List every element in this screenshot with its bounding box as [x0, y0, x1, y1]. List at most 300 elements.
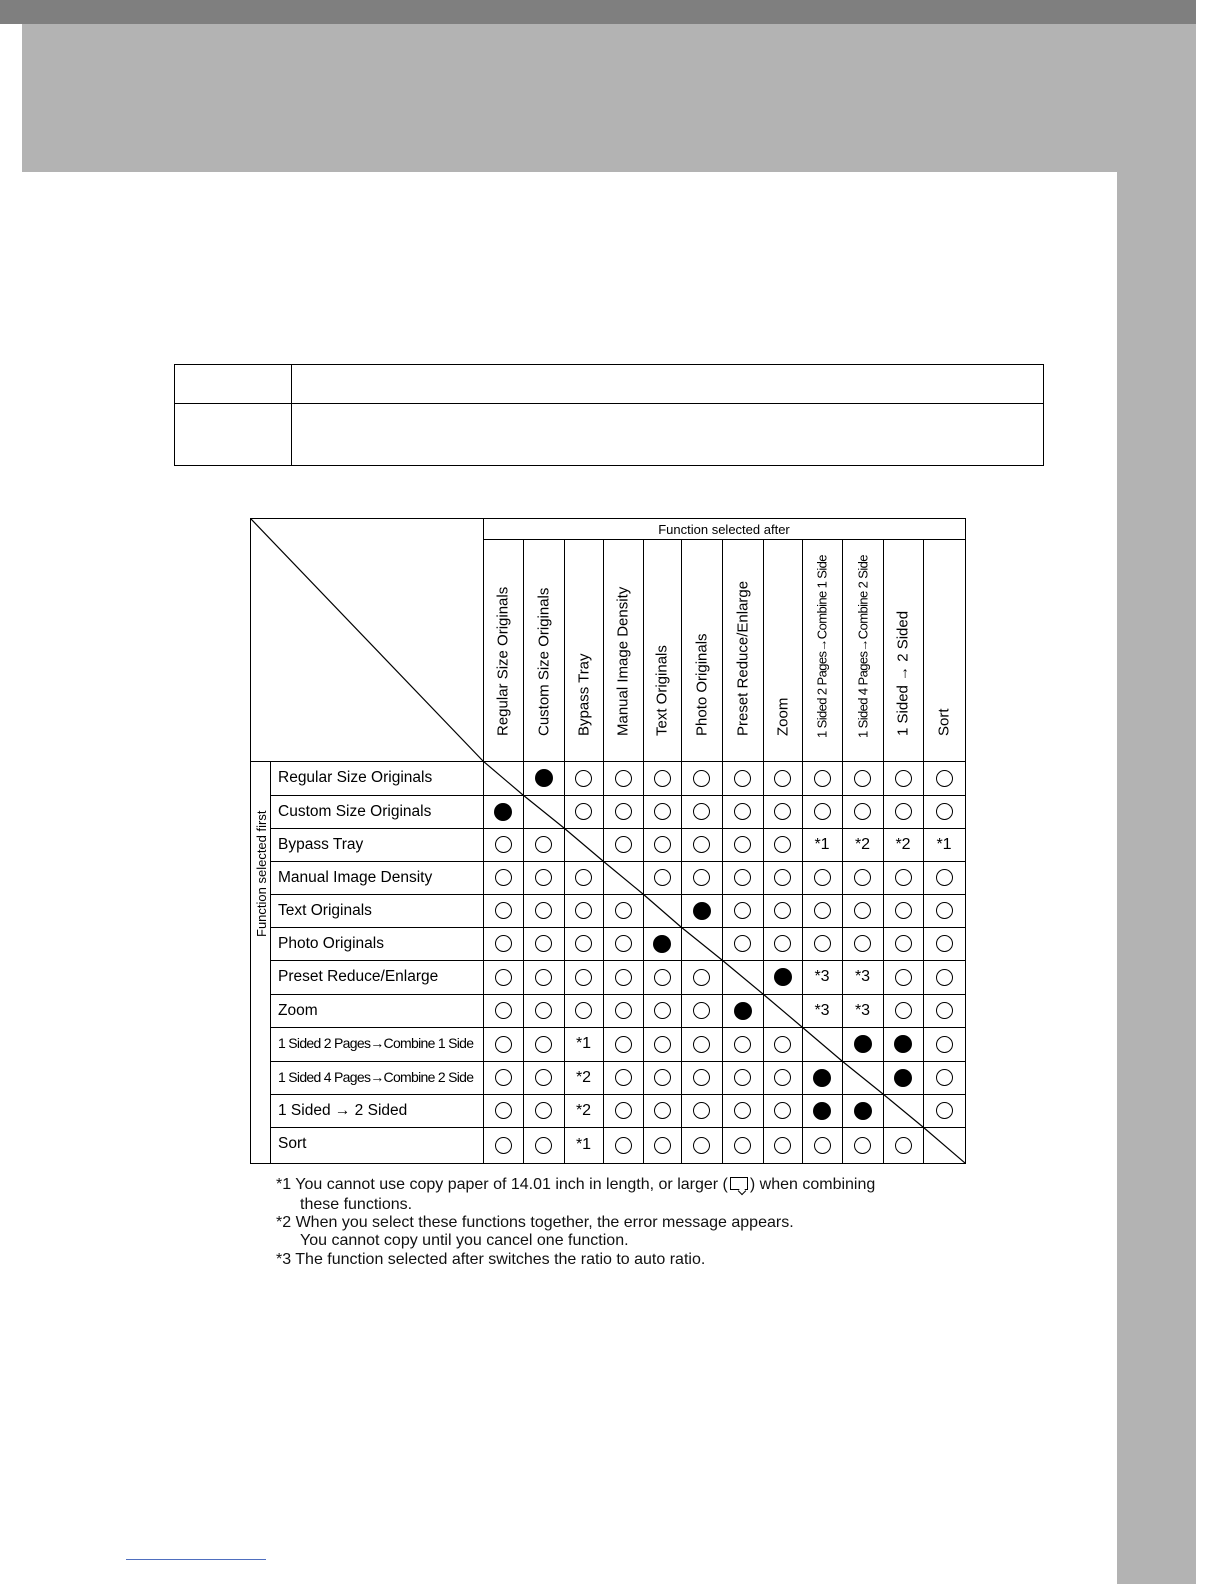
open-circle-cell	[722, 1027, 763, 1061]
open-circle-cell	[603, 1027, 643, 1061]
open-circle-icon	[814, 869, 831, 886]
open-circle-cell	[802, 1127, 842, 1163]
open-circle-cell	[842, 894, 883, 927]
open-circle-icon	[654, 1036, 671, 1053]
filled-circle-icon	[813, 1102, 831, 1120]
footnote-ref-cell	[923, 828, 965, 861]
same-function-diagonal	[842, 1061, 883, 1094]
open-circle-cell	[883, 861, 923, 894]
open-circle-icon	[774, 902, 791, 919]
open-circle-icon	[535, 836, 552, 853]
footnote-ref-cell	[564, 1061, 603, 1094]
open-circle-icon	[535, 869, 552, 886]
open-circle-icon	[535, 1002, 552, 1019]
open-circle-icon	[936, 902, 953, 919]
open-circle-icon	[575, 969, 592, 986]
open-circle-icon	[575, 935, 592, 952]
open-circle-cell	[923, 1027, 965, 1061]
open-circle-icon	[854, 869, 871, 886]
open-circle-cell	[883, 960, 923, 994]
same-function-diagonal	[483, 761, 523, 795]
open-circle-cell	[603, 1094, 643, 1127]
open-circle-cell	[802, 761, 842, 795]
open-circle-cell	[763, 861, 802, 894]
open-circle-icon	[654, 770, 671, 787]
filled-circle-cell	[802, 1094, 842, 1127]
open-circle-cell	[564, 861, 603, 894]
open-circle-icon	[495, 869, 512, 886]
column-header	[722, 539, 763, 761]
same-function-diagonal	[802, 1027, 842, 1061]
function-selected-after-header: Function selected after	[658, 522, 790, 537]
open-circle-cell	[603, 795, 643, 828]
row-label: Photo Originals	[278, 935, 384, 952]
empty-table-row-divider	[175, 403, 1043, 404]
open-circle-cell	[681, 828, 722, 861]
open-circle-icon	[854, 1137, 871, 1154]
open-circle-cell	[564, 960, 603, 994]
open-circle-icon	[495, 1036, 512, 1053]
open-circle-icon	[535, 902, 552, 919]
open-circle-icon	[734, 935, 751, 952]
open-circle-cell	[883, 994, 923, 1027]
open-circle-cell	[564, 994, 603, 1027]
open-circle-cell	[923, 761, 965, 795]
open-circle-cell	[603, 960, 643, 994]
filled-circle-cell	[643, 927, 681, 960]
footnote-ref-cell	[842, 994, 883, 1027]
open-circle-cell	[923, 861, 965, 894]
open-circle-icon	[693, 803, 710, 820]
open-circle-icon	[734, 770, 751, 787]
same-function-diagonal	[722, 960, 763, 994]
open-circle-cell	[483, 861, 523, 894]
open-circle-icon	[654, 869, 671, 886]
empty-heading-table	[174, 364, 1044, 466]
row-label: Zoom	[278, 1002, 318, 1019]
open-circle-icon	[895, 935, 912, 952]
top-dark-bar	[0, 0, 1196, 24]
column-header-label: Zoom	[774, 697, 791, 736]
open-circle-icon	[654, 1137, 671, 1154]
footnote-1-line-2: these functions.	[300, 1196, 413, 1213]
column-header-label: 1 Sided 4 Pages→Combine 2 Side	[855, 555, 870, 738]
same-function-diagonal	[523, 795, 564, 828]
filled-circle-icon	[813, 1069, 831, 1087]
open-circle-icon	[814, 803, 831, 820]
open-circle-icon	[575, 770, 592, 787]
open-circle-cell	[842, 927, 883, 960]
footnote-ref: *2	[575, 1068, 592, 1086]
footnote-ref: *3	[814, 1001, 830, 1019]
open-circle-cell	[564, 761, 603, 795]
open-circle-icon	[575, 803, 592, 820]
open-circle-cell	[523, 960, 564, 994]
open-circle-cell	[681, 960, 722, 994]
column-header-label: Manual Image Density	[614, 586, 632, 736]
footnote-ref: *2	[854, 835, 871, 853]
open-circle-cell	[763, 828, 802, 861]
open-circle-icon	[693, 869, 710, 886]
filled-circle-cell	[763, 960, 802, 994]
open-circle-cell	[923, 994, 965, 1027]
footnote-ref: *3	[854, 1001, 871, 1019]
open-circle-icon	[615, 1137, 632, 1154]
footnote-ref-cell	[564, 1027, 603, 1061]
open-circle-cell	[483, 927, 523, 960]
footnote-ref: *2	[575, 1101, 592, 1119]
open-circle-cell	[523, 861, 564, 894]
column-header-label: 1 Sided → 2 Sided	[894, 610, 912, 736]
open-circle-icon	[693, 969, 710, 986]
open-circle-cell	[763, 795, 802, 828]
open-circle-cell	[523, 994, 564, 1027]
footnote-ref-cell	[802, 960, 842, 994]
open-circle-icon	[774, 1102, 791, 1119]
footnote-ref: *3	[814, 968, 830, 985]
open-circle-cell	[763, 894, 802, 927]
open-circle-icon	[895, 803, 912, 820]
open-circle-icon	[535, 1137, 552, 1154]
open-circle-cell	[681, 1127, 722, 1163]
footnote-ref: *1	[936, 835, 952, 853]
open-circle-icon	[734, 1069, 751, 1086]
open-circle-cell	[883, 894, 923, 927]
row-label: 1 Sided 4 Pages→Combine 2 Side	[278, 1069, 474, 1085]
open-circle-icon	[495, 935, 512, 952]
open-circle-cell	[603, 894, 643, 927]
footnote-ref-cell	[842, 828, 883, 861]
open-circle-cell	[523, 1094, 564, 1127]
open-circle-cell	[842, 861, 883, 894]
footnote-ref: *3	[854, 968, 871, 985]
right-margin-strip	[1196, 0, 1224, 1584]
open-circle-cell	[603, 1127, 643, 1163]
open-circle-icon	[615, 969, 632, 986]
footnote-2-line-2: You cannot copy until you cancel one function.	[300, 1232, 629, 1249]
open-circle-cell	[523, 1127, 564, 1163]
footnote-2-line-1: *2 When you select these functions together, the error message appears.	[276, 1214, 794, 1231]
open-circle-icon	[774, 803, 791, 820]
open-circle-icon	[734, 836, 751, 853]
combination-chart	[250, 518, 966, 1164]
row-label: Bypass Tray	[278, 836, 364, 853]
open-circle-icon	[774, 1069, 791, 1086]
filled-circle-cell	[802, 1061, 842, 1094]
open-circle-icon	[575, 902, 592, 919]
open-circle-icon	[936, 1102, 953, 1119]
open-circle-icon	[693, 836, 710, 853]
open-circle-cell	[802, 795, 842, 828]
open-circle-cell	[842, 795, 883, 828]
filled-circle-icon	[494, 803, 512, 821]
open-circle-icon	[654, 1002, 671, 1019]
open-circle-icon	[854, 770, 871, 787]
open-circle-icon	[654, 1102, 671, 1119]
open-circle-cell	[923, 795, 965, 828]
open-circle-icon	[936, 1069, 953, 1086]
open-circle-cell	[643, 1061, 681, 1094]
empty-table-column-divider	[291, 365, 292, 465]
open-circle-cell	[681, 1094, 722, 1127]
filled-circle-icon	[894, 1069, 912, 1087]
row-label: Preset Reduce/Enlarge	[278, 968, 439, 985]
filled-circle-cell	[722, 994, 763, 1027]
open-circle-cell	[643, 1027, 681, 1061]
footnote-ref: *2	[895, 835, 911, 853]
open-circle-icon	[495, 902, 512, 919]
row-label: Manual Image Density	[278, 869, 433, 886]
open-circle-icon	[895, 770, 912, 787]
open-circle-cell	[763, 1061, 802, 1094]
open-circle-cell	[722, 861, 763, 894]
open-circle-cell	[763, 1027, 802, 1061]
open-circle-icon	[535, 1102, 552, 1119]
column-header-label: Text Originals	[653, 645, 671, 736]
open-circle-icon	[535, 1036, 552, 1053]
open-circle-icon	[654, 969, 671, 986]
footnote-ref-cell	[564, 1094, 603, 1127]
filled-circle-icon	[734, 1002, 752, 1020]
footnote-ref-cell	[842, 960, 883, 994]
open-circle-cell	[643, 960, 681, 994]
open-circle-icon	[615, 770, 632, 787]
open-circle-cell	[681, 861, 722, 894]
open-circle-icon	[854, 803, 871, 820]
open-circle-icon	[495, 1102, 512, 1119]
filled-circle-cell	[842, 1094, 883, 1127]
open-circle-cell	[883, 795, 923, 828]
open-circle-icon	[936, 803, 953, 820]
filled-circle-icon	[894, 1035, 912, 1053]
filled-circle-icon	[854, 1035, 872, 1053]
open-circle-icon	[535, 935, 552, 952]
open-circle-cell	[883, 927, 923, 960]
filled-circle-icon	[693, 902, 711, 920]
column-header	[883, 539, 923, 761]
open-circle-icon	[693, 1002, 710, 1019]
open-circle-cell	[681, 994, 722, 1027]
filled-circle-icon	[854, 1102, 872, 1120]
open-circle-cell	[523, 828, 564, 861]
paper-orientation-icon	[730, 1177, 748, 1190]
filled-circle-cell	[523, 761, 564, 795]
same-function-diagonal	[763, 994, 802, 1027]
open-circle-cell	[763, 1094, 802, 1127]
open-circle-cell	[523, 927, 564, 960]
footnote-ref-cell	[883, 828, 923, 861]
filled-circle-cell	[483, 795, 523, 828]
open-circle-cell	[643, 761, 681, 795]
column-header-label: Sort	[935, 708, 953, 736]
open-circle-icon	[495, 1069, 512, 1086]
open-circle-cell	[643, 1094, 681, 1127]
filled-circle-icon	[774, 968, 792, 986]
open-circle-icon	[895, 902, 912, 919]
open-circle-icon	[854, 902, 871, 919]
footnote-ref-cell	[802, 994, 842, 1027]
column-header-label: Regular Size Originals	[494, 586, 512, 736]
filled-circle-cell	[842, 1027, 883, 1061]
open-circle-cell	[763, 1127, 802, 1163]
open-circle-icon	[615, 1069, 632, 1086]
open-circle-cell	[722, 927, 763, 960]
open-circle-cell	[483, 1094, 523, 1127]
open-circle-icon	[774, 869, 791, 886]
open-circle-cell	[483, 994, 523, 1027]
open-circle-cell	[842, 761, 883, 795]
open-circle-cell	[722, 795, 763, 828]
open-circle-cell	[722, 1094, 763, 1127]
same-function-diagonal	[681, 927, 722, 960]
open-circle-icon	[936, 869, 953, 886]
row-label: Regular Size Originals	[278, 769, 433, 786]
open-circle-icon	[654, 1069, 671, 1086]
open-circle-cell	[722, 761, 763, 795]
footer-rule	[126, 1559, 266, 1560]
column-header	[681, 539, 722, 761]
open-circle-cell	[603, 761, 643, 795]
footnote-1-text-a: *1 You cannot use copy paper of 14.01 inch in length, or larger (	[276, 1176, 728, 1193]
open-circle-icon	[575, 869, 592, 886]
open-circle-cell	[681, 1027, 722, 1061]
row-label: Custom Size Originals	[278, 803, 432, 820]
open-circle-icon	[615, 1102, 632, 1119]
column-header	[603, 539, 643, 761]
same-function-diagonal	[643, 894, 681, 927]
open-circle-cell	[763, 761, 802, 795]
column-header	[483, 539, 523, 761]
open-circle-icon	[615, 1036, 632, 1053]
open-circle-icon	[693, 1036, 710, 1053]
open-circle-icon	[654, 803, 671, 820]
column-header	[763, 539, 802, 761]
open-circle-cell	[643, 828, 681, 861]
open-circle-cell	[643, 994, 681, 1027]
open-circle-cell	[603, 927, 643, 960]
open-circle-icon	[814, 935, 831, 952]
open-circle-cell	[564, 795, 603, 828]
open-circle-cell	[564, 927, 603, 960]
column-header-label: 1 Sided 2 Pages→Combine 1 Side	[814, 555, 830, 738]
open-circle-icon	[814, 902, 831, 919]
open-circle-icon	[936, 770, 953, 787]
row-label: 1 Sided 2 Pages→Combine 1 Side	[278, 1035, 474, 1051]
open-circle-icon	[895, 869, 912, 886]
footnote-3-line-1: *3 The function selected after switches the ratio to auto ratio.	[276, 1251, 706, 1268]
column-header	[564, 539, 603, 761]
open-circle-cell	[883, 1127, 923, 1163]
open-circle-icon	[693, 770, 710, 787]
filled-circle-cell	[681, 894, 722, 927]
filled-circle-cell	[883, 1061, 923, 1094]
column-header	[923, 539, 965, 761]
open-circle-icon	[495, 1002, 512, 1019]
column-header	[842, 539, 883, 761]
open-circle-icon	[895, 969, 912, 986]
open-circle-icon	[774, 770, 791, 787]
function-selected-first-label: Function selected first	[254, 810, 269, 937]
open-circle-cell	[722, 1127, 763, 1163]
open-circle-cell	[681, 795, 722, 828]
open-circle-icon	[734, 1036, 751, 1053]
column-header-label: Preset Reduce/Enlarge	[734, 580, 751, 736]
open-circle-cell	[483, 828, 523, 861]
column-header-label: Custom Size Originals	[535, 587, 552, 736]
open-circle-cell	[523, 1061, 564, 1094]
column-header-label: Photo Originals	[693, 633, 710, 736]
open-circle-icon	[774, 1137, 791, 1154]
footnote-ref-cell	[802, 828, 842, 861]
open-circle-cell	[643, 861, 681, 894]
open-circle-icon	[575, 1002, 592, 1019]
open-circle-cell	[523, 894, 564, 927]
open-circle-icon	[814, 1137, 831, 1154]
open-circle-cell	[923, 927, 965, 960]
open-circle-icon	[854, 935, 871, 952]
open-circle-icon	[774, 836, 791, 853]
open-circle-icon	[615, 1002, 632, 1019]
open-circle-cell	[603, 994, 643, 1027]
open-circle-icon	[936, 1002, 953, 1019]
footnote-ref: *1	[575, 1035, 592, 1052]
open-circle-cell	[603, 1061, 643, 1094]
open-circle-cell	[802, 927, 842, 960]
corner-diagonal	[251, 519, 483, 761]
open-circle-cell	[603, 828, 643, 861]
open-circle-icon	[936, 969, 953, 986]
same-function-diagonal	[603, 861, 643, 894]
footnote-1-text-b: ) when combining	[749, 1176, 876, 1193]
column-header-label: Bypass Tray	[575, 653, 592, 736]
row-label: 1 Sided → 2 Sided	[278, 1102, 408, 1119]
open-circle-icon	[615, 902, 632, 919]
open-circle-cell	[923, 960, 965, 994]
column-header	[802, 539, 842, 761]
footnote-1-line-1	[276, 1176, 875, 1194]
row-label: Sort	[278, 1135, 307, 1152]
open-circle-icon	[693, 1137, 710, 1154]
open-circle-cell	[883, 761, 923, 795]
open-circle-icon	[495, 1137, 512, 1154]
open-circle-cell	[483, 1061, 523, 1094]
open-circle-icon	[615, 935, 632, 952]
open-circle-icon	[615, 836, 632, 853]
open-circle-icon	[774, 1036, 791, 1053]
open-circle-icon	[734, 803, 751, 820]
open-circle-icon	[734, 1137, 751, 1154]
open-circle-cell	[483, 894, 523, 927]
open-circle-icon	[734, 902, 751, 919]
filled-circle-icon	[535, 769, 553, 787]
open-circle-cell	[483, 1127, 523, 1163]
open-circle-icon	[734, 869, 751, 886]
open-circle-icon	[734, 1102, 751, 1119]
open-circle-cell	[643, 1127, 681, 1163]
open-circle-cell	[923, 1061, 965, 1094]
footnote-ref: *1	[814, 835, 830, 853]
open-circle-icon	[654, 836, 671, 853]
open-circle-cell	[483, 960, 523, 994]
open-circle-cell	[842, 1127, 883, 1163]
open-circle-cell	[802, 861, 842, 894]
open-circle-cell	[722, 894, 763, 927]
open-circle-cell	[763, 927, 802, 960]
open-circle-icon	[693, 1102, 710, 1119]
same-function-diagonal	[923, 1127, 965, 1163]
open-circle-icon	[693, 1069, 710, 1086]
open-circle-cell	[923, 894, 965, 927]
